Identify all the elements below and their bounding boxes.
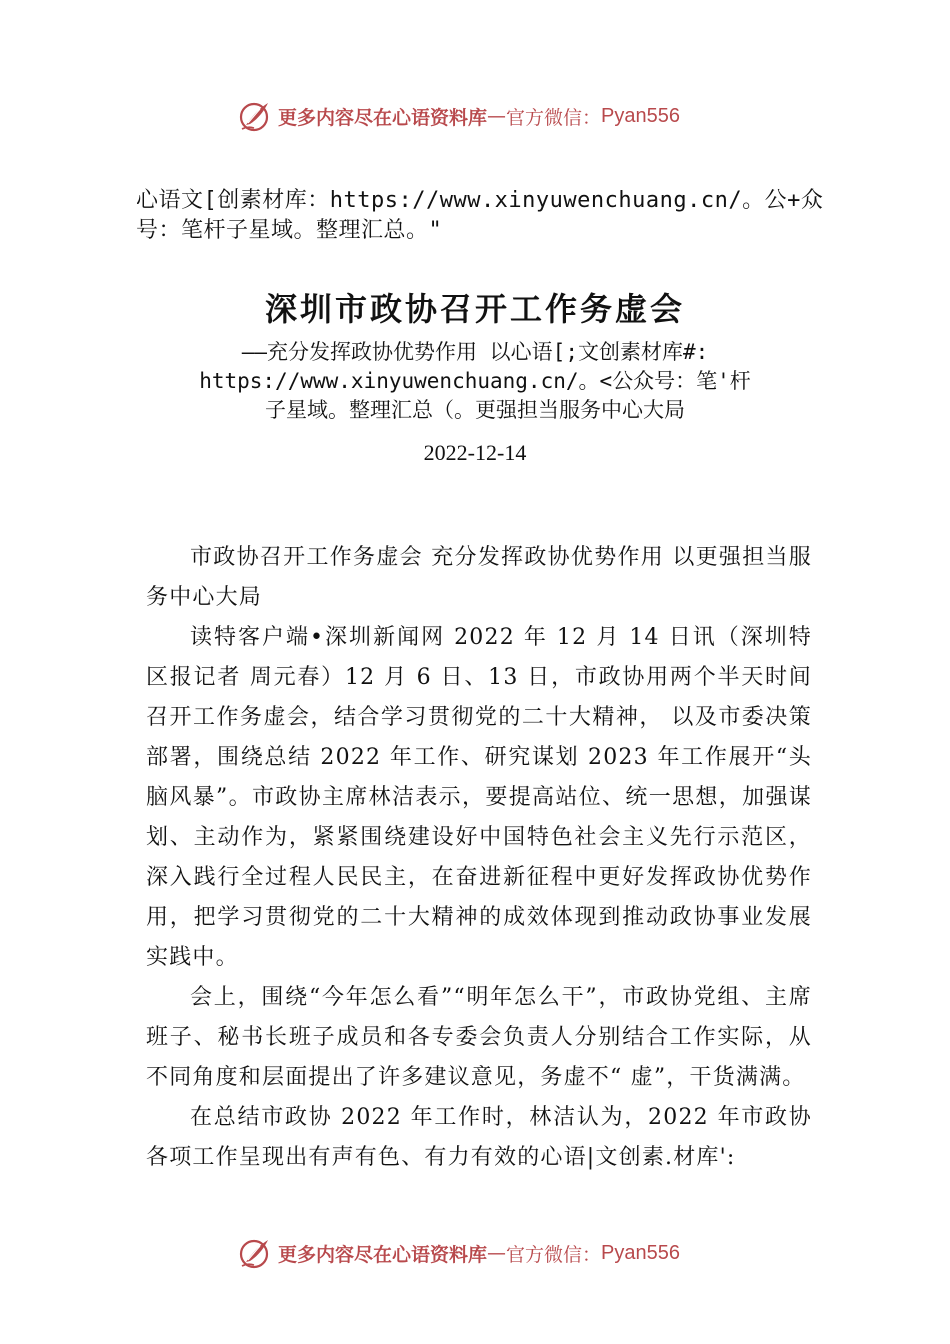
source-note: 心语文[创素材库：https://www.xinyuwenchuang.cn/。公+众号：笔杆子星域。整理汇总。" (136, 188, 824, 243)
document-subtitle (170, 338, 780, 425)
banner-wechat-label: 官方微信： (506, 1243, 602, 1266)
footer-banner (238, 1235, 758, 1271)
banner-wechat-label: 官方微信： (506, 106, 602, 129)
header-banner (238, 98, 758, 134)
banner-separator: — (487, 105, 507, 127)
body-paragraph: 读特客户端•深圳新闻网 2022 年 12 月 14 日讯（深圳特区报记者 周元春）12 月 6 日、13 日，市政协用两个半天时间召开工作务虚会，结合学习贯彻党的二十大精神， 以及市委决策部署，围绕总结 2022 年工作、研究谋划 2023 年工作展开“头脑风暴”。市政协主席林洁表示，要提高站位、统一思想，加强谋划、主动作为，紧紧围绕建设好中国特色社会主义先行示范区，深入践行全过程人民民主，在奋进新征程中更好发挥政协优势作用，把学习贯彻党的二十大精神的成效体现到推动政协事业发展实践中。 (146, 625, 812, 970)
document-title: 深圳市政协召开工作务虚会 (264, 290, 685, 328)
body-paragraph: 会上，围绕“今年怎么看”“明年怎么干”，市政协党组、主席班子、秘书长班子成员和各专委会负责人分别结合工作实际，从不同角度和层面提出了许多建议意见，务虚不“ 虚”，干货满满。 (146, 985, 812, 1090)
document-date: 2022-12-14 (423, 440, 527, 465)
banner-wechat-id: Pyan556 (601, 104, 680, 127)
banner-promo-text: 更多内容尽在心语资料库 (278, 1243, 488, 1266)
body-paragraph: 在总结市政协 2022 年工作时，林洁认为，2022 年市政协各项工作呈现出有声有色、有力有效的心语|文创素.材库': (146, 1105, 812, 1170)
banner-wechat-id: Pyan556 (601, 1241, 680, 1264)
banner-separator: — (487, 1242, 507, 1264)
subtitle-line: 子星域。整理汇总（。更强担当服务中心大局 (265, 398, 685, 422)
banner-promo-text: 更多内容尽在心语资料库 (278, 106, 488, 129)
document-body (146, 538, 812, 1178)
subtitle-line: ——充分发挥政协优势作用 以心语[;文创素材库#: (241, 340, 709, 364)
subtitle-line: https://www.xinyuwenchuang.cn/。<公众号：笔'杆 (199, 369, 751, 393)
quill-pen-logo-icon (238, 99, 272, 133)
body-paragraph: 市政协召开工作务虚会 充分发挥政协优势作用 以更强担当服务中心大局 (146, 545, 812, 610)
quill-pen-logo-icon (238, 1236, 272, 1270)
